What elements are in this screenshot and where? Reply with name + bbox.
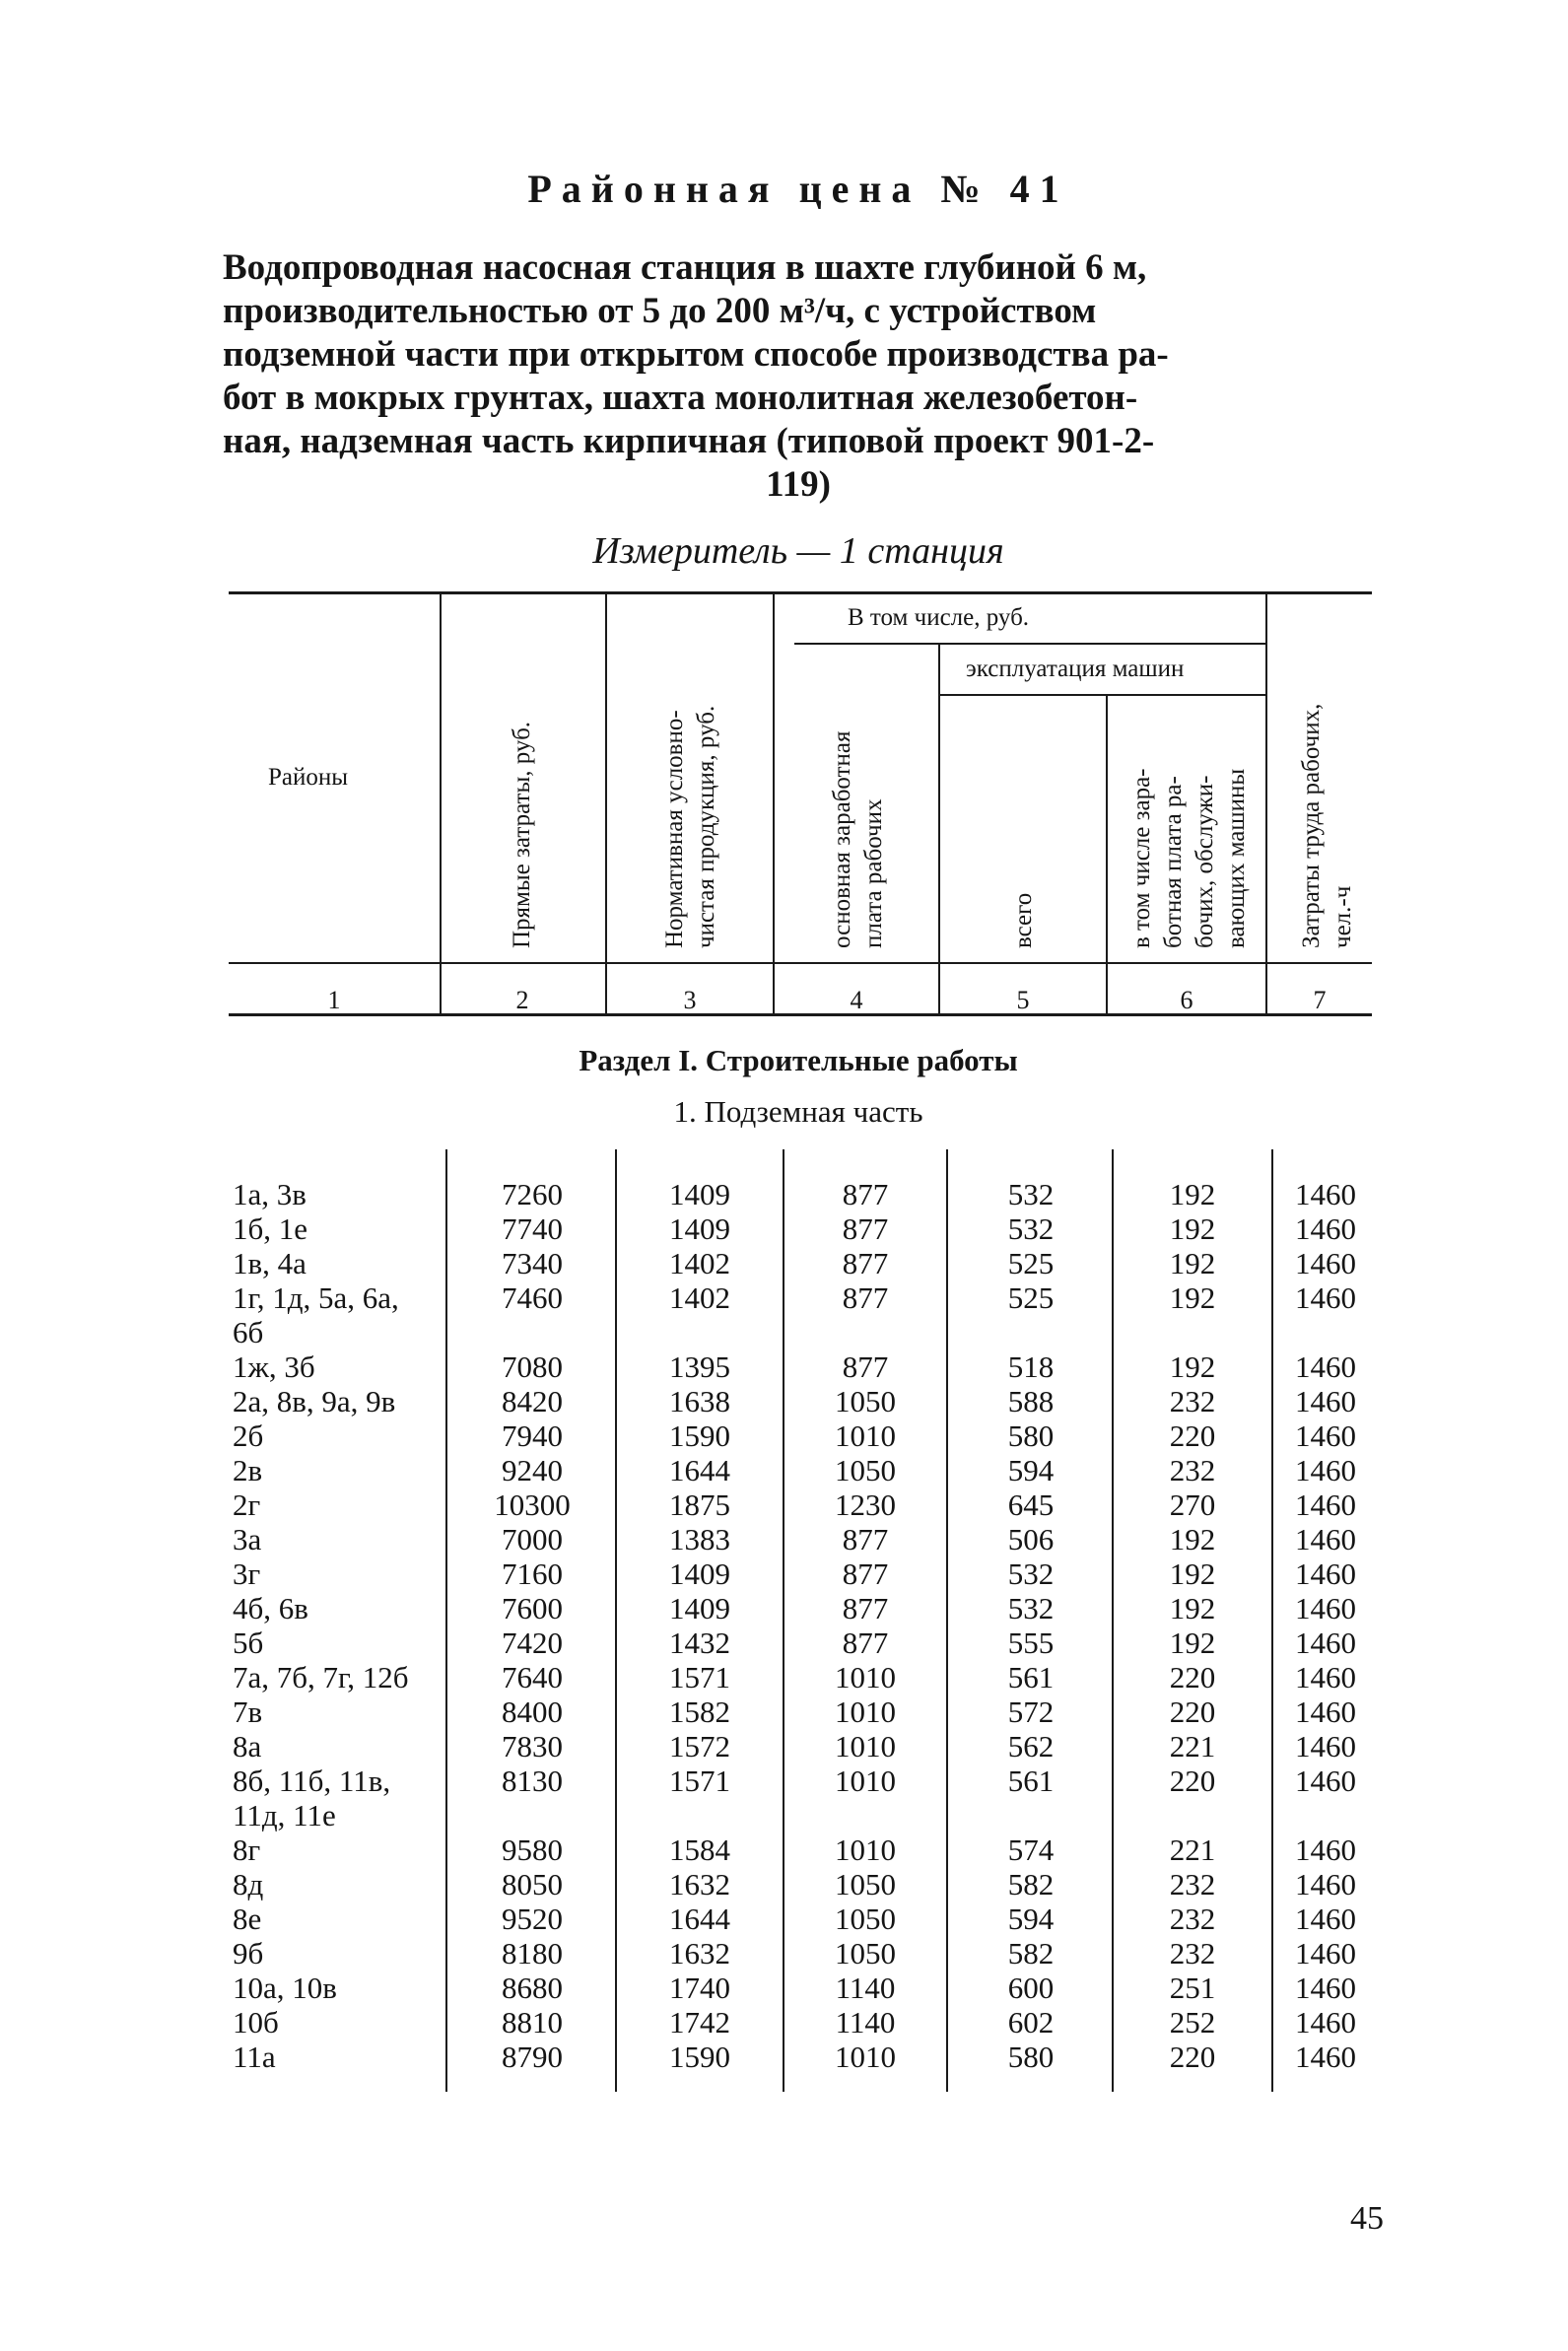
region-cell: 1г, 1д, 5а, 6а,	[233, 1280, 399, 1315]
header-divider	[773, 594, 775, 1013]
value-cell: 8810	[502, 2005, 563, 2040]
value-cell: 1409	[669, 1211, 730, 1246]
value-cell: 8420	[502, 1384, 563, 1418]
value-cell: 1050	[835, 1453, 896, 1487]
header-machine-wages: бочих, обслужи-	[1192, 775, 1218, 948]
value-cell: 1010	[835, 1694, 896, 1729]
body-divider	[783, 1149, 784, 2092]
value-cell: 7000	[502, 1522, 563, 1556]
header-divider	[1265, 594, 1267, 1013]
value-cell: 506	[1007, 1522, 1055, 1556]
value-cell: 8130	[502, 1763, 563, 1798]
value-cell: 192	[1169, 1556, 1216, 1591]
header-wages: плата рабочих	[860, 798, 887, 948]
region-cell: 2в	[233, 1453, 263, 1487]
value-cell: 252	[1169, 2005, 1216, 2040]
value-cell: 251	[1169, 1971, 1216, 2005]
value-cell: 1460	[1295, 1763, 1356, 1798]
value-cell: 220	[1169, 1694, 1216, 1729]
value-cell: 1140	[835, 1971, 896, 2005]
value-cell: 561	[1007, 1660, 1055, 1694]
value-cell: 1460	[1295, 1280, 1356, 1315]
value-cell: 221	[1169, 1832, 1216, 1867]
value-cell: 1409	[669, 1556, 730, 1591]
value-cell: 525	[1007, 1280, 1055, 1315]
section-title: Раздел I. Строительные работы	[579, 1043, 1018, 1077]
value-cell: 532	[1007, 1211, 1055, 1246]
body-divider	[445, 1149, 447, 2092]
value-cell: 9520	[502, 1902, 563, 1936]
value-cell: 220	[1169, 1418, 1216, 1453]
description-line: бот в мокрых грунтах, шахта монолитная железобетон-	[223, 378, 1138, 418]
value-cell: 1460	[1295, 1660, 1356, 1694]
description	[223, 246, 1374, 507]
value-cell: 1875	[669, 1487, 730, 1522]
value-cell: 561	[1007, 1763, 1055, 1798]
value-cell: 8790	[502, 2040, 563, 2074]
value-cell: 518	[1007, 1349, 1055, 1384]
value-cell: 1395	[669, 1349, 730, 1384]
region-cell: 8г	[233, 1832, 261, 1867]
measure-unit: Измеритель — 1 станция	[592, 530, 1004, 572]
value-cell: 1740	[669, 1971, 730, 2005]
value-cell: 1010	[835, 1832, 896, 1867]
header-machine-wages: вающих машины	[1223, 768, 1250, 948]
header-normative: Нормативная условно-	[661, 710, 688, 948]
value-cell: 1409	[669, 1591, 730, 1625]
value-cell: 582	[1007, 1936, 1055, 1971]
region-cell: 3а	[233, 1522, 262, 1556]
region-cell: 10а, 10в	[233, 1971, 337, 2005]
value-cell: 1460	[1295, 1694, 1356, 1729]
value-cell: 1460	[1295, 1867, 1356, 1902]
value-cell: 1632	[669, 1867, 730, 1902]
column-number: 7	[1313, 986, 1327, 1014]
header-divider	[440, 594, 442, 1013]
value-cell: 877	[842, 1349, 889, 1384]
value-cell: 7460	[502, 1280, 563, 1315]
region-cell: 1ж, 3б	[233, 1349, 315, 1384]
value-cell: 192	[1169, 1522, 1216, 1556]
header-regions: Районы	[268, 764, 349, 791]
value-cell: 594	[1007, 1902, 1055, 1936]
value-cell: 232	[1169, 1867, 1216, 1902]
value-cell: 1584	[669, 1832, 730, 1867]
value-cell: 1050	[835, 1384, 896, 1418]
header-including: В том числе, руб.	[848, 604, 1030, 631]
value-cell: 562	[1007, 1729, 1055, 1763]
value-cell: 8400	[502, 1694, 563, 1729]
value-cell: 1644	[669, 1453, 730, 1487]
value-cell: 7740	[502, 1211, 563, 1246]
value-cell: 192	[1169, 1591, 1216, 1625]
column-number: 6	[1180, 986, 1193, 1014]
region-cell: 4б, 6в	[233, 1591, 308, 1625]
value-cell: 1010	[835, 1729, 896, 1763]
value-cell: 7340	[502, 1246, 563, 1280]
column-number: 4	[850, 986, 863, 1014]
header-bottom-rule	[229, 962, 1372, 964]
value-cell: 1460	[1295, 1522, 1356, 1556]
value-cell: 1383	[669, 1522, 730, 1556]
value-cell: 1409	[669, 1177, 730, 1211]
value-cell: 8680	[502, 1971, 563, 2005]
value-cell: 270	[1169, 1487, 1216, 1522]
value-cell: 1644	[669, 1902, 730, 1936]
value-cell: 7080	[502, 1349, 563, 1384]
value-cell: 1571	[669, 1763, 730, 1798]
value-cell: 232	[1169, 1453, 1216, 1487]
machines-rule	[938, 694, 1265, 696]
region-cell: 9б	[233, 1936, 264, 1971]
value-cell: 232	[1169, 1902, 1216, 1936]
column-number: 1	[327, 986, 341, 1014]
value-cell: 877	[842, 1522, 889, 1556]
value-cell: 1460	[1295, 1729, 1356, 1763]
body-divider	[1112, 1149, 1114, 2092]
value-cell: 532	[1007, 1556, 1055, 1591]
value-cell: 877	[842, 1246, 889, 1280]
header-total: всего	[1010, 892, 1037, 948]
region-cell: 8д	[233, 1867, 264, 1902]
value-cell: 1460	[1295, 1349, 1356, 1384]
value-cell: 220	[1169, 2040, 1216, 2074]
value-cell: 192	[1169, 1349, 1216, 1384]
region-cell: 2б	[233, 1418, 264, 1453]
region-cell: 1а, 3в	[233, 1177, 307, 1211]
region-cell: 1б, 1е	[233, 1211, 308, 1246]
value-cell: 1460	[1295, 1591, 1356, 1625]
value-cell: 232	[1169, 1936, 1216, 1971]
value-cell: 192	[1169, 1177, 1216, 1211]
value-cell: 1010	[835, 1418, 896, 1453]
value-cell: 221	[1169, 1729, 1216, 1763]
value-cell: 572	[1007, 1694, 1055, 1729]
value-cell: 645	[1007, 1487, 1055, 1522]
value-cell: 1582	[669, 1694, 730, 1729]
value-cell: 1402	[669, 1246, 730, 1280]
value-cell: 1460	[1295, 2005, 1356, 2040]
value-cell: 1460	[1295, 2040, 1356, 2074]
value-cell: 192	[1169, 1211, 1216, 1246]
value-cell: 1230	[835, 1487, 896, 1522]
page-number: 45	[1350, 2200, 1384, 2237]
value-cell: 10300	[494, 1487, 571, 1522]
description-line: производительностью от 5 до 200 м³/ч, с устройством	[223, 291, 1097, 331]
region-cell: 3г	[233, 1556, 261, 1591]
body-divider	[615, 1149, 617, 2092]
including-rule	[794, 643, 1265, 645]
body-divider	[1271, 1149, 1273, 2092]
value-cell: 588	[1007, 1384, 1055, 1418]
value-cell: 877	[842, 1177, 889, 1211]
value-cell: 1590	[669, 2040, 730, 2074]
header-machine-wages: ботная плата ра-	[1160, 776, 1187, 948]
header-normative: чистая продукция, руб.	[693, 705, 719, 948]
region-cell: 2г	[233, 1487, 261, 1522]
value-cell: 580	[1007, 2040, 1055, 2074]
value-cell: 220	[1169, 1660, 1216, 1694]
value-cell: 532	[1007, 1591, 1055, 1625]
region-cell-continued: 6б	[233, 1315, 264, 1349]
region-cell: 11а	[233, 2040, 276, 2074]
header-divider	[605, 594, 607, 1013]
value-cell: 877	[842, 1625, 889, 1660]
value-cell: 1460	[1295, 1902, 1356, 1936]
value-cell: 1050	[835, 1936, 896, 1971]
value-cell: 1010	[835, 2040, 896, 2074]
column-number: 3	[683, 986, 697, 1014]
region-cell: 2а, 8в, 9а, 9в	[233, 1384, 396, 1418]
value-cell: 1050	[835, 1867, 896, 1902]
value-cell: 1460	[1295, 1384, 1356, 1418]
value-cell: 192	[1169, 1625, 1216, 1660]
value-cell: 1460	[1295, 1418, 1356, 1453]
header-machine-wages: в том числе зара-	[1128, 768, 1155, 948]
region-cell: 8а	[233, 1729, 262, 1763]
region-cell: 10б	[233, 2005, 279, 2040]
value-cell: 1460	[1295, 1453, 1356, 1487]
value-cell: 192	[1169, 1280, 1216, 1315]
value-cell: 1460	[1295, 1936, 1356, 1971]
value-cell: 232	[1169, 1384, 1216, 1418]
value-cell: 1590	[669, 1418, 730, 1453]
description-line: Водопроводная насосная станция в шахте глубиной 6 м,	[223, 247, 1147, 288]
region-cell: 7а, 7б, 7г, 12б	[233, 1660, 409, 1694]
value-cell: 1460	[1295, 1556, 1356, 1591]
header-divider	[1106, 696, 1108, 1013]
value-cell: 1460	[1295, 1625, 1356, 1660]
page-heading: Районная цена № 41	[527, 167, 1069, 211]
value-cell: 7830	[502, 1729, 563, 1763]
value-cell: 582	[1007, 1867, 1055, 1902]
region-cell: 5б	[233, 1625, 264, 1660]
value-cell: 600	[1007, 1971, 1055, 2005]
subsection-title: 1. Подземная часть	[673, 1094, 923, 1129]
column-number: 2	[515, 986, 529, 1014]
region-cell: 1в, 4а	[233, 1246, 307, 1280]
region-cell: 8б, 11б, 11в,	[233, 1763, 391, 1798]
value-cell: 1140	[835, 2005, 896, 2040]
value-cell: 9580	[502, 1832, 563, 1867]
value-cell: 1432	[669, 1625, 730, 1660]
header-top-rule	[229, 591, 1372, 594]
value-cell: 1742	[669, 2005, 730, 2040]
value-cell: 1460	[1295, 1971, 1356, 2005]
header-divider	[938, 645, 940, 1013]
value-cell: 1050	[835, 1902, 896, 1936]
value-cell: 7160	[502, 1556, 563, 1591]
description-line: 119)	[766, 464, 831, 505]
value-cell: 1571	[669, 1660, 730, 1694]
value-cell: 220	[1169, 1763, 1216, 1798]
body-divider	[946, 1149, 948, 2092]
value-cell: 525	[1007, 1246, 1055, 1280]
value-cell: 7260	[502, 1177, 563, 1211]
value-cell: 8050	[502, 1867, 563, 1902]
value-cell: 877	[842, 1556, 889, 1591]
column-number: 5	[1016, 986, 1030, 1014]
value-cell: 1460	[1295, 1832, 1356, 1867]
value-cell: 602	[1007, 2005, 1055, 2040]
value-cell: 877	[842, 1211, 889, 1246]
header-machines: эксплуатация машин	[966, 656, 1185, 682]
header-labor: чел.-ч	[1329, 885, 1356, 948]
value-cell: 7600	[502, 1591, 563, 1625]
value-cell: 1632	[669, 1936, 730, 1971]
header-direct-costs: Прямые затраты, руб.	[509, 721, 535, 948]
value-cell: 9240	[502, 1453, 563, 1487]
value-cell: 1572	[669, 1729, 730, 1763]
value-cell: 7420	[502, 1625, 563, 1660]
value-cell: 7940	[502, 1418, 563, 1453]
description-line: ная, надземная часть кирпичная (типовой проект 901-2-	[223, 421, 1155, 461]
value-cell: 555	[1007, 1625, 1055, 1660]
region-cell-continued: 11д, 11е	[233, 1798, 336, 1832]
region-cell: 7в	[233, 1694, 263, 1729]
header-wages: основная заработная	[829, 730, 855, 948]
value-cell: 1638	[669, 1384, 730, 1418]
value-cell: 1460	[1295, 1487, 1356, 1522]
value-cell: 877	[842, 1591, 889, 1625]
value-cell: 192	[1169, 1246, 1216, 1280]
value-cell: 1460	[1295, 1211, 1356, 1246]
value-cell: 594	[1007, 1453, 1055, 1487]
region-cell: 8е	[233, 1902, 262, 1936]
value-cell: 1460	[1295, 1177, 1356, 1211]
header-labor: Затраты труда рабочих,	[1298, 703, 1325, 948]
value-cell: 532	[1007, 1177, 1055, 1211]
value-cell: 8180	[502, 1936, 563, 1971]
value-cell: 877	[842, 1280, 889, 1315]
value-cell: 1010	[835, 1763, 896, 1798]
value-cell: 7640	[502, 1660, 563, 1694]
value-cell: 1402	[669, 1280, 730, 1315]
description-line: подземной части при открытом способе производства ра-	[223, 334, 1169, 375]
value-cell: 1010	[835, 1660, 896, 1694]
value-cell: 1460	[1295, 1246, 1356, 1280]
value-cell: 574	[1007, 1832, 1055, 1867]
value-cell: 580	[1007, 1418, 1055, 1453]
